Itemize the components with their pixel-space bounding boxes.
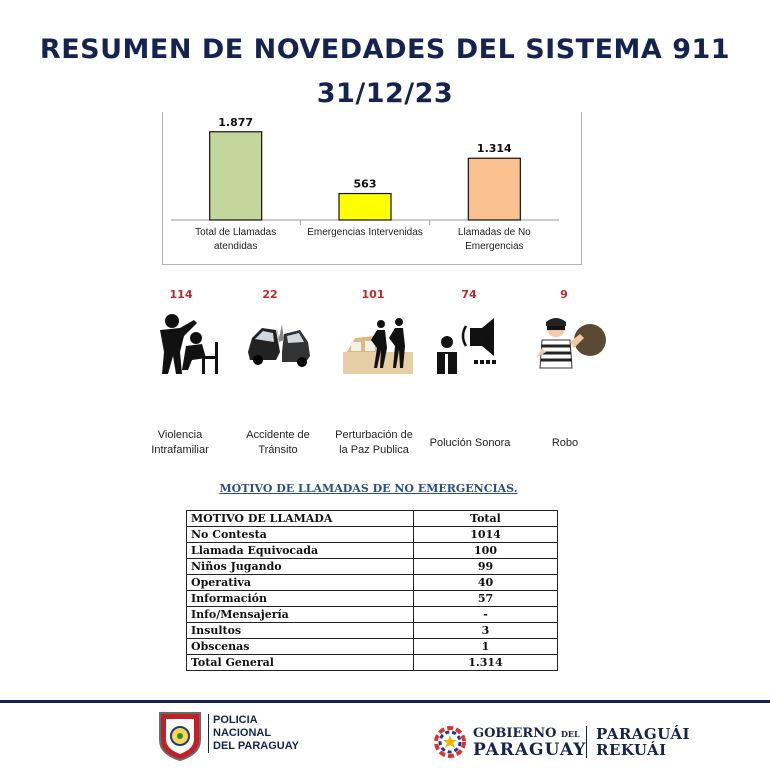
table-cell-motivo: Obscenas <box>187 639 414 655</box>
table-row <box>187 623 558 639</box>
incident-label-line: Robo <box>551 437 579 449</box>
table-row <box>187 591 558 607</box>
table-cell-motivo: Información <box>187 591 414 607</box>
government-star-logo-icon <box>432 726 468 758</box>
table-cell-motivo: Insultos <box>187 623 414 639</box>
column-header-motivo: MOTIVO DE LLAMADA <box>187 511 414 527</box>
domestic-violence-icon <box>146 312 222 376</box>
table-row <box>187 607 558 623</box>
table-cell-motivo: Niños Jugando <box>187 559 414 575</box>
no-emergency-reasons-table <box>186 510 558 671</box>
pr-line: REKUÁI <box>596 741 667 759</box>
table-cell-total: 99 <box>414 559 558 575</box>
table-cell-motivo: Total General <box>187 655 414 671</box>
category-label <box>171 226 301 254</box>
pr-line: PARAGUÁI <box>596 725 691 743</box>
police-badge-icon <box>157 710 203 762</box>
gob-word: GOBIERNO <box>473 726 557 741</box>
paraguai-rekuai-wordmark <box>596 726 690 758</box>
incident-label-line: Intrafamiliar <box>151 444 209 456</box>
bar-value-label: 1.314 <box>476 142 512 156</box>
incident-label-accidente <box>228 428 328 458</box>
incident-label-line: Polución Sonora <box>429 437 511 449</box>
incident-count-robo: 9 <box>560 288 568 301</box>
bar-value-label: 563 <box>353 177 377 191</box>
bar <box>339 194 391 220</box>
incident-count-violencia: 114 <box>169 288 193 301</box>
incident-label-line: Tránsito <box>258 444 298 456</box>
table-cell-motivo: Operativa <box>187 575 414 591</box>
bar-value-label: 1.877 <box>218 115 254 129</box>
table-cell-total: 3 <box>414 623 558 639</box>
category-label-line: Emergencias <box>465 241 524 252</box>
gob-paraguay: PARAGUAY <box>473 740 587 760</box>
noise-pollution-icon <box>434 312 508 376</box>
police-name-line: NACIONAL <box>213 727 272 739</box>
category-label-line: Total de Llamadas <box>195 227 277 238</box>
table-cell-total: 1014 <box>414 527 558 543</box>
table-row <box>187 559 558 575</box>
incident-label-violencia <box>130 428 230 458</box>
page-title: RESUMEN DE NOVEDADES DEL SISTEMA 911 <box>39 34 731 65</box>
table-header-row <box>187 511 558 527</box>
bar <box>468 158 520 220</box>
gob-del: DEL <box>560 729 580 739</box>
incident-label-robo <box>515 436 615 451</box>
government-wordmark <box>473 726 586 758</box>
logo-divider <box>586 726 587 758</box>
table-row <box>187 527 558 543</box>
table-cell-total: - <box>414 607 558 623</box>
incident-count-accidente: 22 <box>262 288 278 301</box>
incident-label-perturbacion <box>324 428 424 458</box>
category-label-line: Llamadas de No <box>457 227 531 238</box>
bar <box>210 132 262 220</box>
page-date: 31/12/23 <box>316 78 454 109</box>
incident-label-polucion <box>420 436 520 451</box>
table-row <box>187 639 558 655</box>
column-header-total: Total <box>414 511 558 527</box>
category-label <box>300 226 430 240</box>
incident-label-line: Accidente de <box>246 429 310 441</box>
police-name <box>208 714 299 753</box>
bar-chart <box>162 112 582 265</box>
footer-divider <box>0 700 770 703</box>
table-cell-total: 100 <box>414 543 558 559</box>
incident-count-polucion: 74 <box>461 288 477 301</box>
incident-count-perturbacion: 101 <box>361 288 385 301</box>
table-row <box>187 575 558 591</box>
category-label-line: atendidas <box>213 241 258 252</box>
category-label <box>429 226 559 254</box>
table-cell-total: 1.314 <box>414 655 558 671</box>
table-cell-total: 40 <box>414 575 558 591</box>
table-cell-motivo: Llamada Equivocada <box>187 543 414 559</box>
police-name-line: POLICIA <box>213 714 258 726</box>
car-crash-icon <box>246 312 312 376</box>
table-row-total <box>187 655 558 671</box>
table-cell-motivo: No Contesta <box>187 527 414 543</box>
table-title: MOTIVO DE LLAMADAS DE NO EMERGENCIAS. <box>219 482 518 495</box>
public-disturbance-icon <box>341 312 415 376</box>
robbery-icon <box>532 312 608 376</box>
incident-label-line: Perturbación de <box>335 429 413 441</box>
incident-label-line: la Paz Publica <box>339 444 409 456</box>
table-row <box>187 543 558 559</box>
table-cell-total: 1 <box>414 639 558 655</box>
incident-label-line: Violencia <box>157 429 203 441</box>
table-cell-motivo: Info/Mensajería <box>187 607 414 623</box>
category-label-line: Emergencias Intervenidas <box>307 227 423 238</box>
table-cell-total: 57 <box>414 591 558 607</box>
police-name-line: DEL PARAGUAY <box>213 740 299 752</box>
